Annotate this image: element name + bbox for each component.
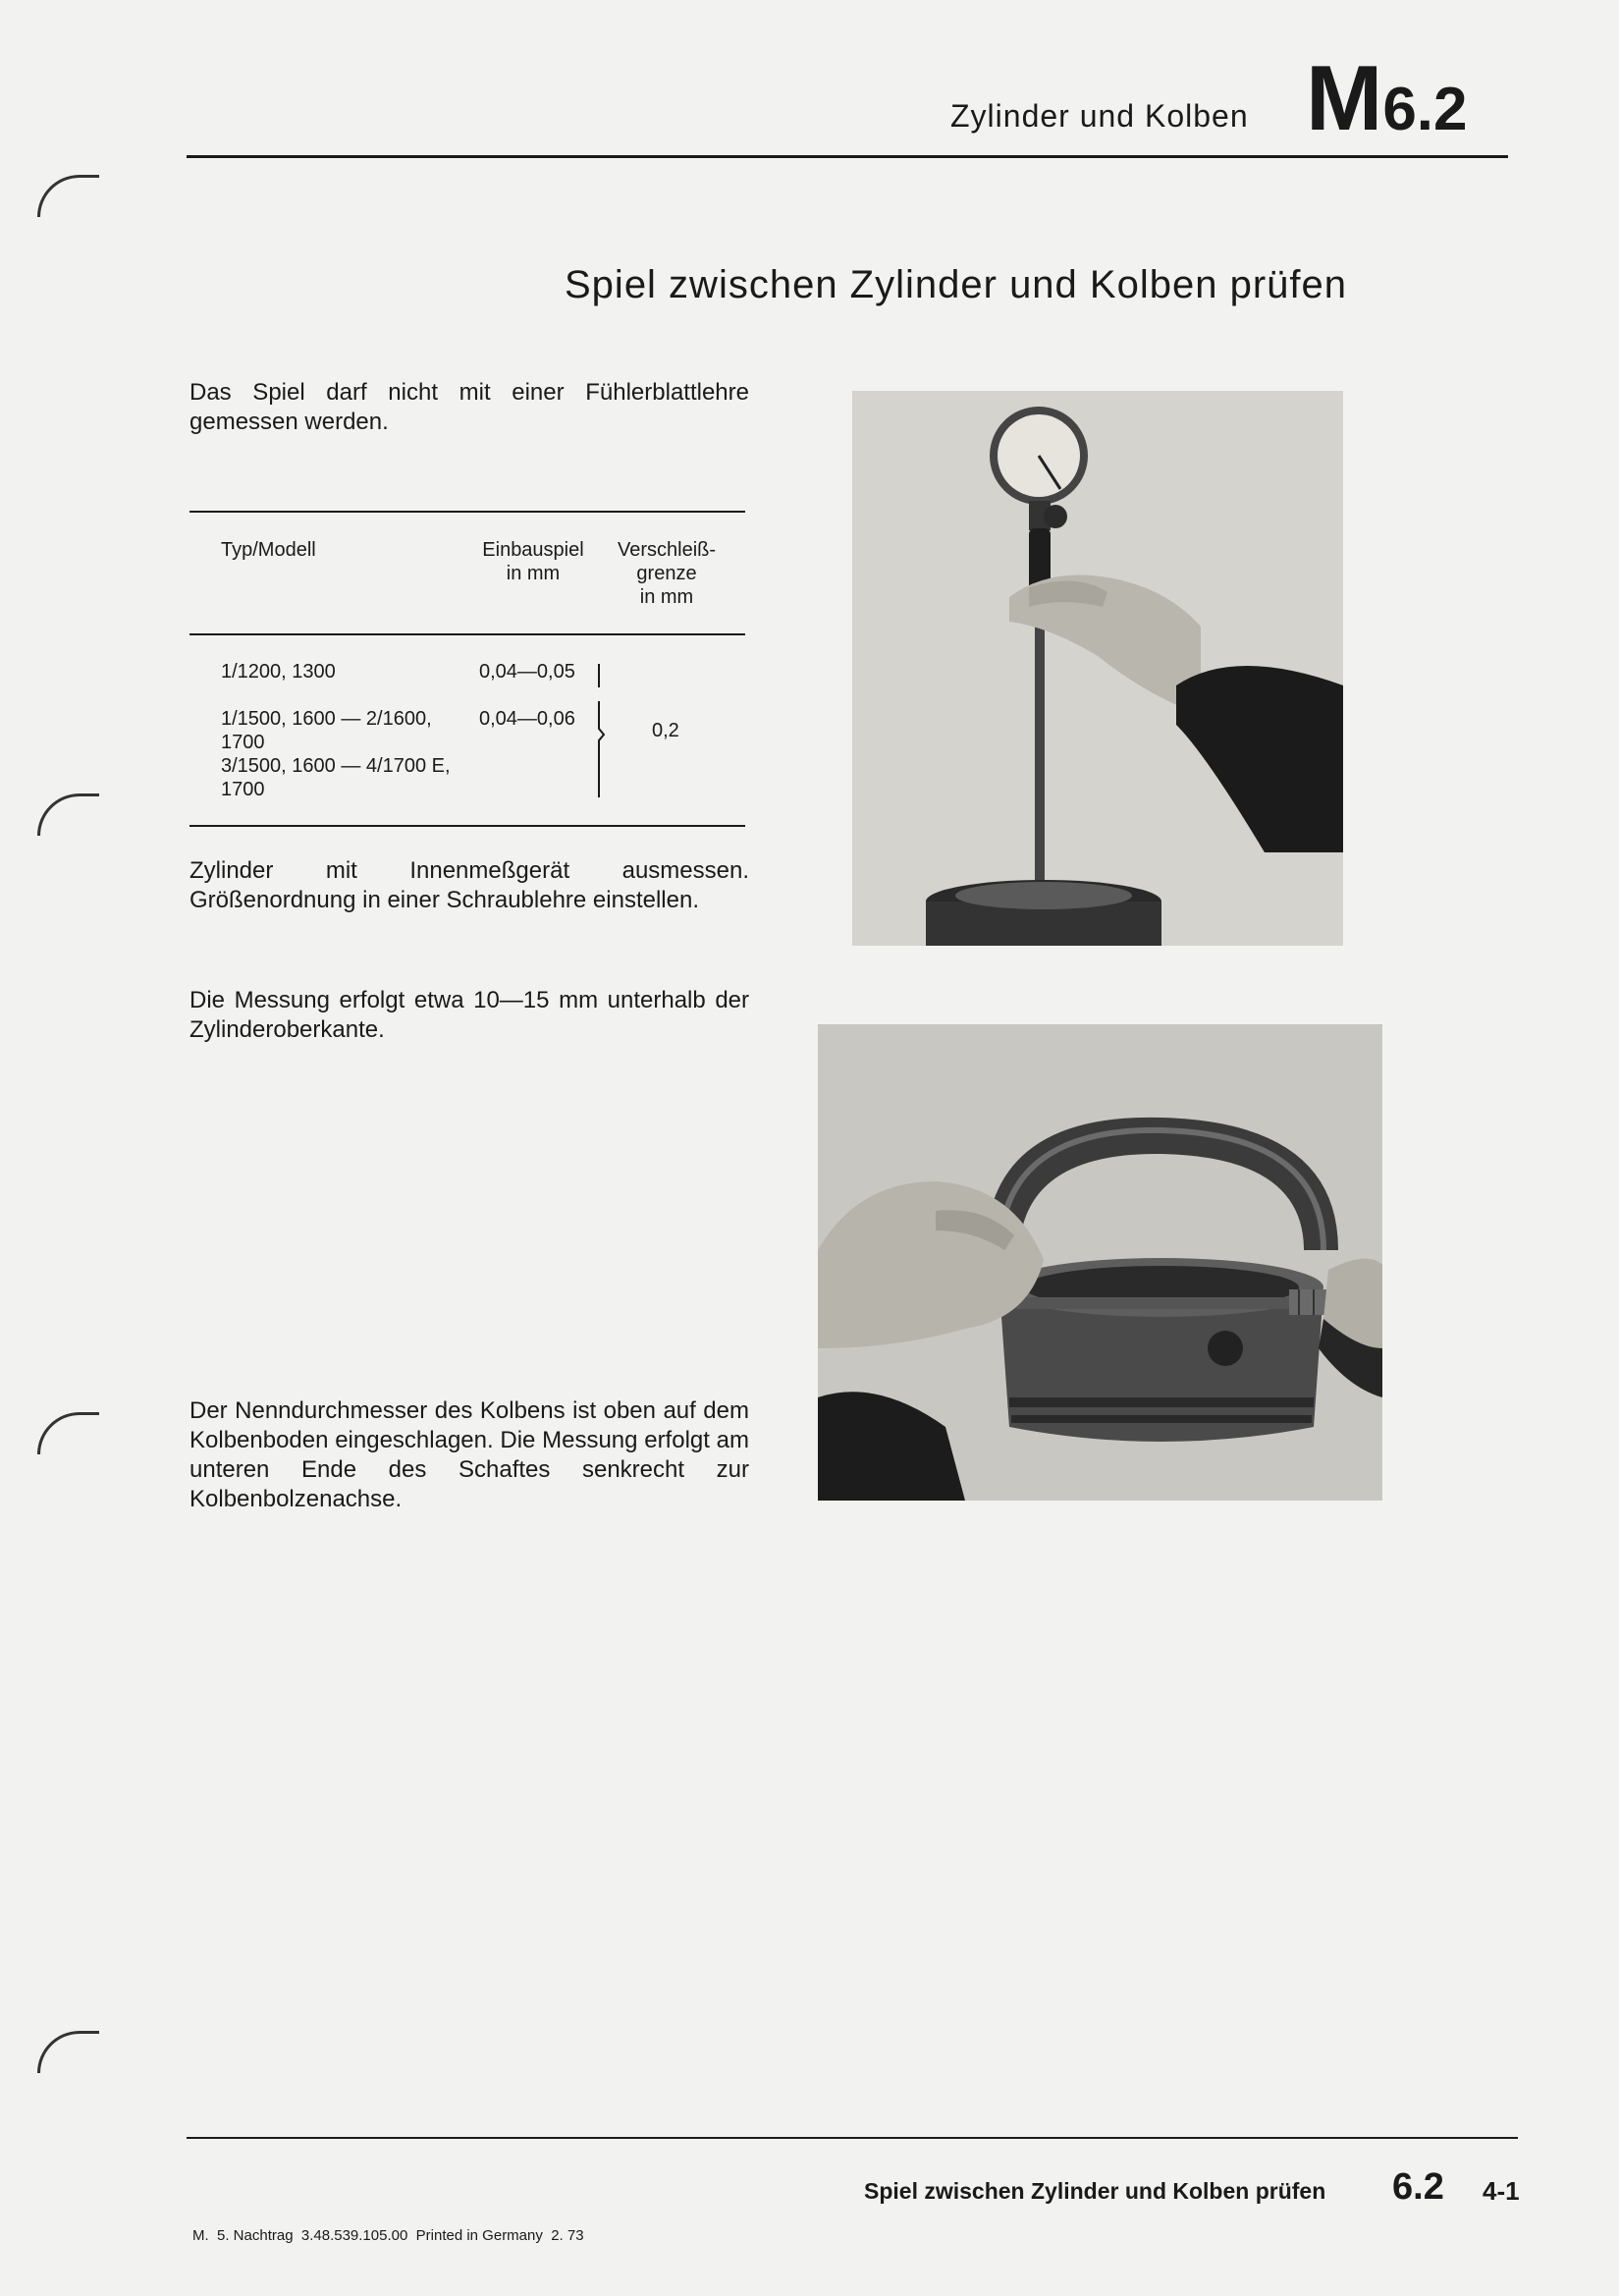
table-cell-model: 1/1500, 1600 — 2/1600, xyxy=(221,708,432,730)
header-rule xyxy=(187,155,1508,158)
table-header-wear-line3: in mm xyxy=(639,586,694,608)
table-bottom-rule xyxy=(189,825,745,827)
footer-imprint: M. 5. Nachtrag 3.48.539.105.00 Printed in Germany 2. 73 xyxy=(192,2227,584,2244)
page-title: Spiel zwischen Zylinder und Kolben prüfen xyxy=(565,263,1347,306)
table-row xyxy=(221,754,451,801)
punch-hole xyxy=(37,2031,99,2073)
bore-gauge-photo xyxy=(852,391,1343,946)
instruction-text: Die Messung erfolgt etwa 10—15 mm unterhalb der Zylinderoberkante. xyxy=(189,987,749,1043)
table-cell-install: 0,04—0,06 xyxy=(479,708,575,730)
table-row xyxy=(221,707,432,754)
table-cell-install: 0,04—0,05 xyxy=(479,661,575,683)
section-badge xyxy=(1306,46,1468,159)
table-header-rule xyxy=(189,633,745,635)
punch-hole xyxy=(37,175,99,217)
table-cell-model: 1700 xyxy=(221,732,265,753)
table-header-install-line2: in mm xyxy=(506,563,561,584)
table-header-model: Typ/Modell xyxy=(221,539,316,561)
table-header-wear-line1: Verschleiß- xyxy=(617,539,717,561)
footer-page: 4-1 xyxy=(1483,2176,1520,2206)
footer-section: 6.2 xyxy=(1392,2166,1444,2208)
punch-hole xyxy=(37,1412,99,1454)
table-header-wear-line2: grenze xyxy=(636,563,697,584)
table-top-rule xyxy=(189,511,745,513)
table-bracket xyxy=(585,660,615,807)
intro-text: Das Spiel darf nicht mit einer Fühlerblattlehre gemessen werden. xyxy=(189,379,749,435)
footer-title: Spiel zwischen Zylinder und Kolben prüfen xyxy=(864,2178,1326,2204)
table-cell-model: 3/1500, 1600 — 4/1700 E, xyxy=(221,755,451,777)
instruction-text: Der Nenndurchmesser des Kolbens ist oben auf dem Kolbenboden eingeschlagen. Die Messung erfolgt am unteren Ende des Schaftes senkrecht zur Kolbenbolzenachse. xyxy=(189,1397,749,1512)
table-cell-wear: 0,2 xyxy=(652,720,679,741)
table-row xyxy=(221,660,336,683)
section-title: Zylinder und Kolben xyxy=(950,98,1249,134)
footer-rule xyxy=(187,2137,1518,2139)
badge-letter: M xyxy=(1306,46,1383,149)
table-cell-model: 1/1200, 1300 xyxy=(221,661,336,683)
piston-micrometer-photo xyxy=(818,1024,1382,1501)
table-cell-model: 1700 xyxy=(221,779,265,800)
table-header-install xyxy=(475,538,591,585)
badge-number: 6.2 xyxy=(1382,76,1468,143)
table-header-install-line1: Einbauspiel xyxy=(482,539,584,561)
table-header-wear xyxy=(609,538,725,609)
instruction-text: Zylinder mit Innenmeßgerät ausmessen. Größenordnung in einer Schraublehre einstellen. xyxy=(189,857,749,913)
punch-hole xyxy=(37,793,99,836)
